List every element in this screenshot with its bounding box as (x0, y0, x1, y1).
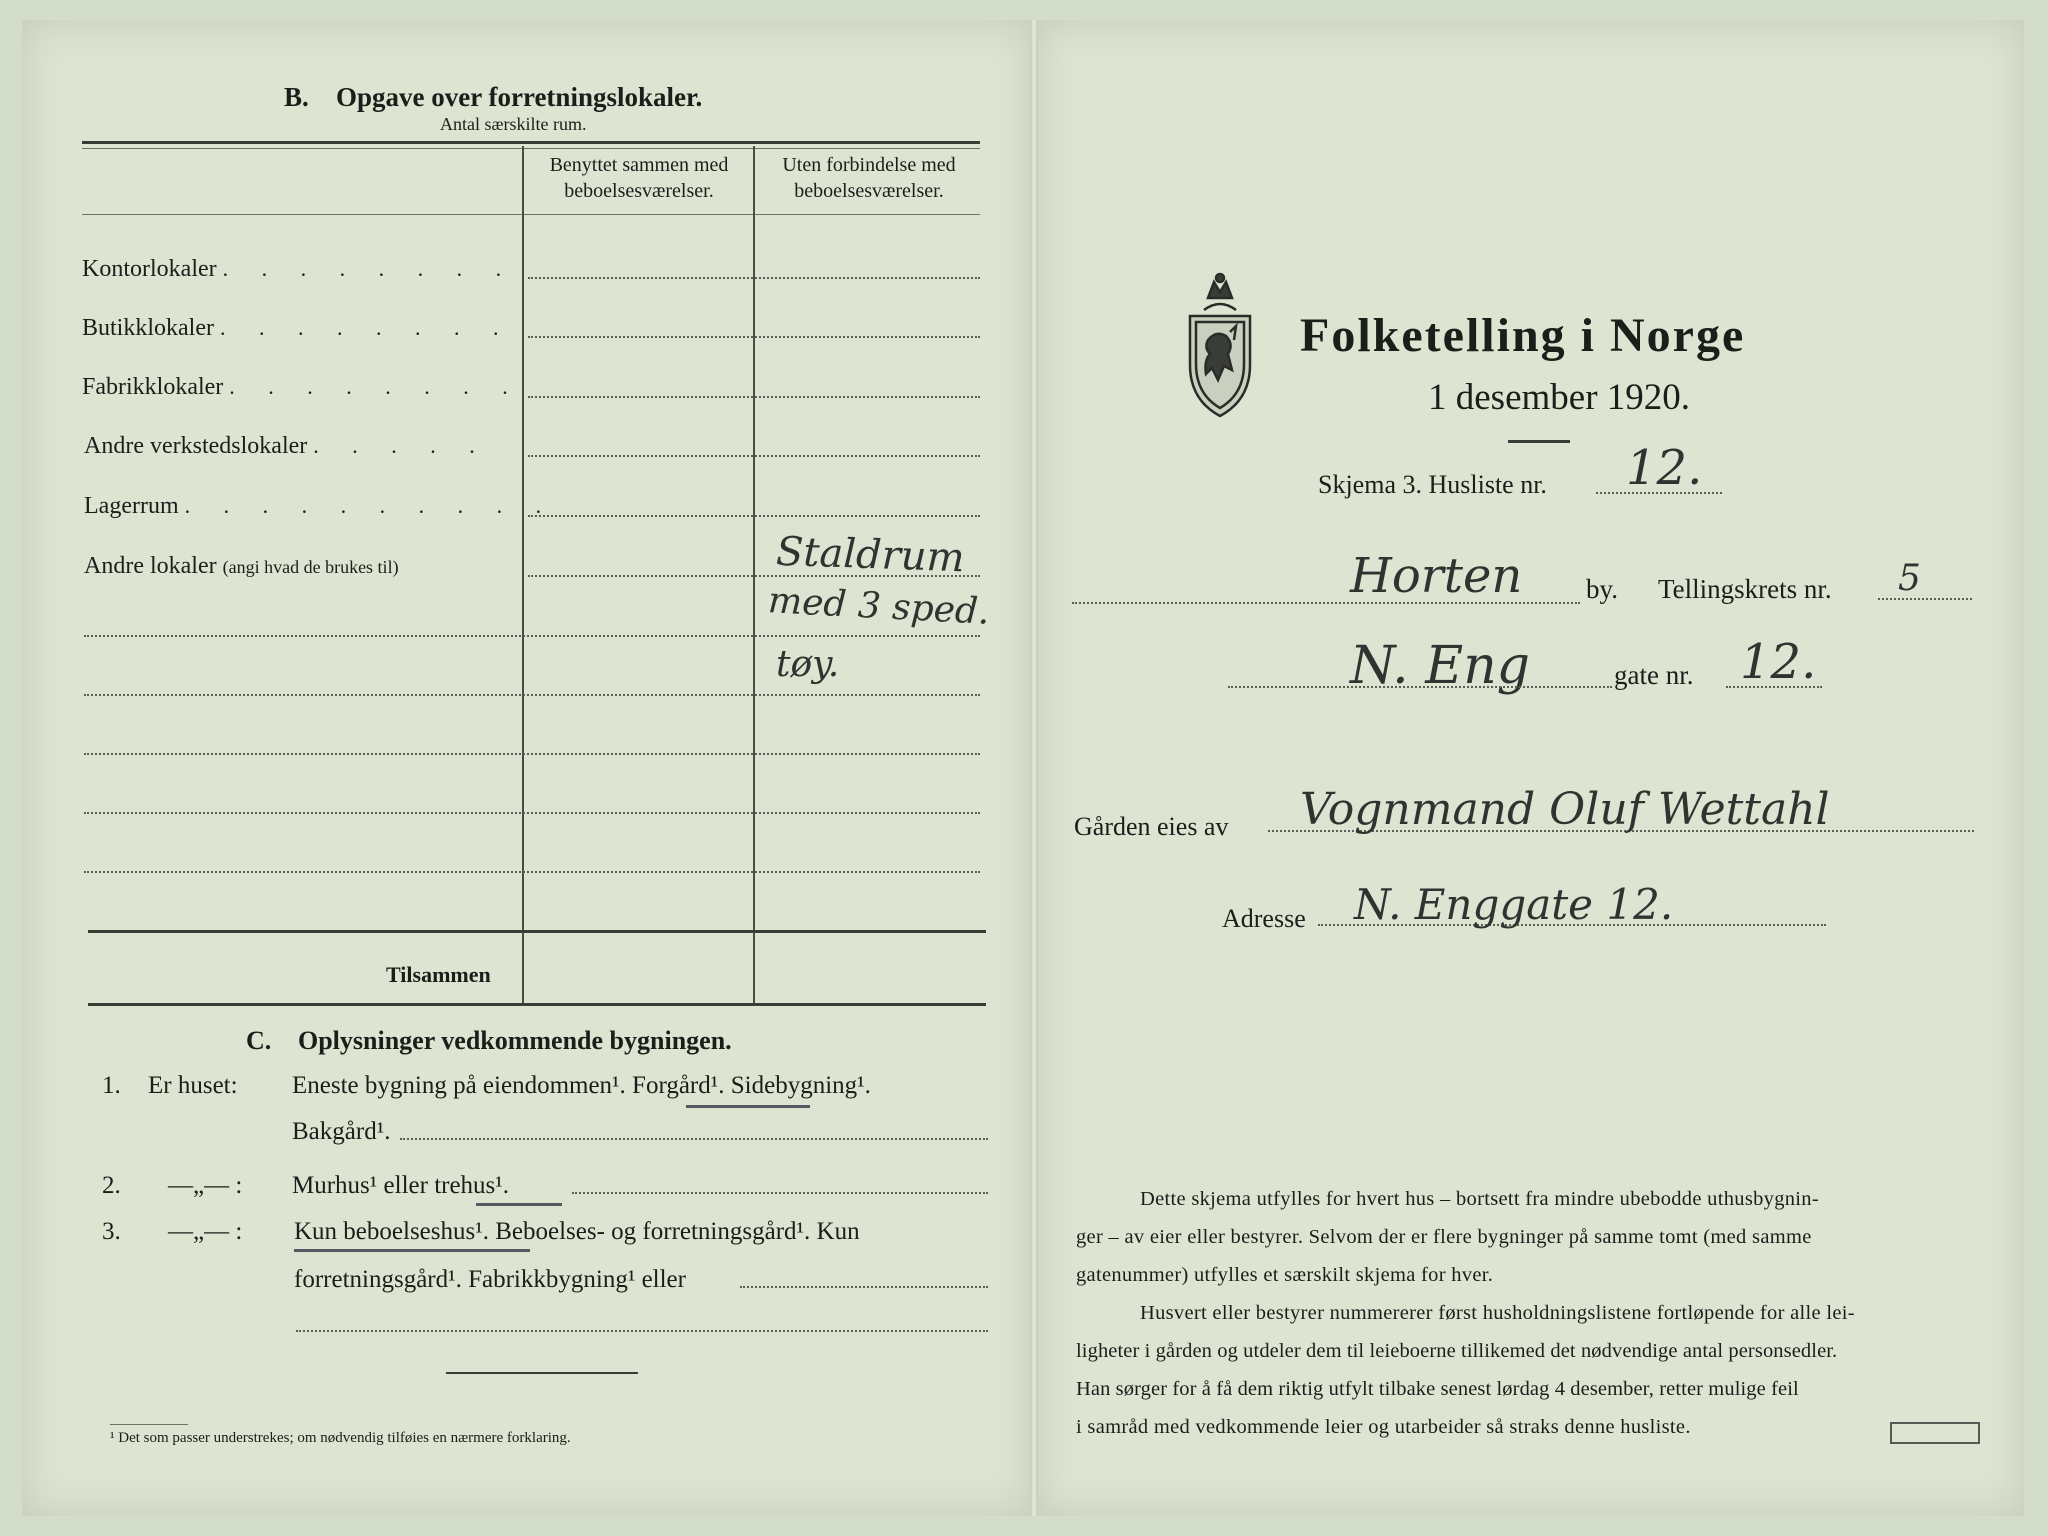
underline-trehus (476, 1203, 562, 1206)
footnote-rule (110, 1424, 188, 1425)
schema-label: Skjema 3. Husliste nr. (1318, 470, 1547, 499)
row-label-lager: Lagerrum . . . . . . . . . . (84, 493, 556, 519)
row-rule (84, 871, 980, 873)
row-label-verksted: Andre verkstedslokaler . . . . . (84, 433, 489, 459)
row-label-fabrikk: Fabrikklokaler . . . . . . . . (82, 374, 522, 400)
address-label: Adresse (1222, 904, 1306, 933)
street-fill-line (1228, 686, 1612, 688)
row-rule (84, 812, 980, 814)
row-label-butikk: Butikklokaler . . . . . . . . (82, 315, 513, 341)
city-label: by. (1586, 574, 1618, 604)
table-header-rule (82, 214, 980, 215)
row-rule (84, 694, 980, 696)
row-rule (84, 753, 980, 755)
footnote: ¹ Det som passer understrekes; om nødvendig tilføies en nærmere forklaring. (110, 1430, 571, 1446)
item3-label: —„— : (168, 1218, 243, 1245)
instructions-line-6: Han sørger for å få dem riktig utfylt tilbake senest lørdag 4 desember, retter mulige feil (1076, 1378, 1799, 1400)
street-label: gate nr. (1614, 660, 1694, 690)
section-c-title: Oplysninger vedkommende bygningen. (298, 1026, 732, 1055)
item2-label: —„— : (168, 1172, 243, 1199)
underline-forgard (686, 1105, 810, 1108)
husliste-number-value: 12. (1626, 440, 1703, 496)
row-rule (528, 455, 980, 457)
norwegian-lion-crest-icon (1180, 270, 1260, 420)
col1-divider (522, 146, 524, 1006)
col2-header-line1: Uten forbindelse med (782, 154, 956, 176)
cover-date: 1 desember 1920. (1428, 377, 1691, 418)
handwritten-col2-line3: tøy. (776, 644, 840, 685)
krets-fill-line (1878, 598, 1972, 600)
item1-text: Eneste bygning på eiendommen¹. Forgård¹. Sidebygning¹. (292, 1072, 871, 1099)
address-value: N. Enggate 12. (1354, 880, 1674, 929)
section-b-letter: B. (284, 82, 309, 112)
handwritten-col2-line1: Staldrum (775, 528, 966, 582)
instructions-line-4: Husvert eller bestyrer nummererer først husholdningslistene fortløpende for alle lei- (1140, 1302, 1855, 1324)
owner-label: Gården eies av (1074, 812, 1229, 841)
total-bottom-rule (88, 1003, 986, 1006)
section-b-subtitle: Antal særskilte rum. (440, 114, 587, 134)
right-page (1036, 20, 2024, 1516)
owner-value: Vognmand Oluf Wettahl (1300, 784, 1830, 835)
item3-fill-line (740, 1286, 988, 1288)
instructions-line-5: ligheter i gården og utdeler dem til leieboerne tillikemed det nødvendige antal personsedler. (1076, 1340, 1838, 1362)
cover-dash (1508, 440, 1570, 443)
section-c-letter: C. (246, 1026, 272, 1055)
item3-number: 3. (102, 1218, 121, 1245)
section-b-title: Opgave over forretningslokaler. (336, 82, 703, 112)
printer-stamp (1890, 1422, 1980, 1444)
col1-header-line1: Benyttet sammen med (549, 154, 729, 176)
item2-fill-line (572, 1192, 988, 1194)
instructions-line-2: ger – av eier eller bestyrer. Selvom der er flere bygninger på samme tomt (med samme (1076, 1226, 1812, 1248)
item3-text: Kun beboelseshus¹. Beboelses- og forretningsgård¹. Kun (294, 1218, 860, 1245)
item1-number: 1. (102, 1072, 121, 1099)
item2-text: Murhus¹ eller trehus¹. (292, 1172, 510, 1199)
row-rule (528, 336, 980, 338)
col1-header-line2: beboelsesværelser. (564, 180, 714, 202)
table-top-rule (82, 141, 980, 144)
item2-number: 2. (102, 1172, 121, 1199)
krets-value: 5 (1898, 558, 1921, 599)
cover-title: Folketelling i Norge (1300, 309, 1746, 362)
item3-text2: forretningsgård¹. Fabrikkbygning¹ eller (294, 1266, 686, 1293)
row-rule (528, 396, 980, 398)
row-rule (84, 635, 980, 637)
row-label-andre: Andre lokaler (angi hvad de brukes til) (84, 553, 399, 579)
street-value: N. Eng (1350, 636, 1530, 696)
row-label-kontor: Kontorlokaler . . . . . . . . (82, 256, 516, 282)
instructions-line-3: gatenummer) utfylles et særskilt skjema for hver. (1076, 1264, 1494, 1286)
street-number-value: 12. (1740, 634, 1817, 690)
instructions-line-1: Dette skjema utfylles for hvert hus – bortsett fra mindre ubebodde uthusbygnin- (1140, 1188, 1819, 1210)
item3-fill-line-2 (296, 1330, 988, 1332)
total-label: Tilsammen (386, 962, 491, 987)
handwritten-col2-line2: med 3 sped. (767, 580, 991, 633)
instructions-line-7: i samråd med vedkommende leier og utarbeider så straks denne husliste. (1076, 1416, 1691, 1438)
underline-kun-beboelseshus (294, 1249, 530, 1252)
page-fold (1030, 20, 1038, 1516)
city-fill-line (1072, 602, 1580, 604)
col2-header-line2: beboelsesværelser. (794, 180, 944, 202)
section-c-end-rule (446, 1372, 638, 1374)
row-rule (528, 277, 980, 279)
row-rule (528, 515, 980, 517)
item1-fill-line (400, 1138, 988, 1140)
city-value: Horten (1350, 548, 1523, 604)
item1-text2: Bakgård¹. (292, 1118, 391, 1145)
item1-label: Er huset: (148, 1072, 238, 1099)
table-top-rule-thin (82, 148, 980, 149)
krets-label: Tellingskrets nr. (1658, 574, 1832, 604)
total-top-rule (88, 930, 986, 933)
